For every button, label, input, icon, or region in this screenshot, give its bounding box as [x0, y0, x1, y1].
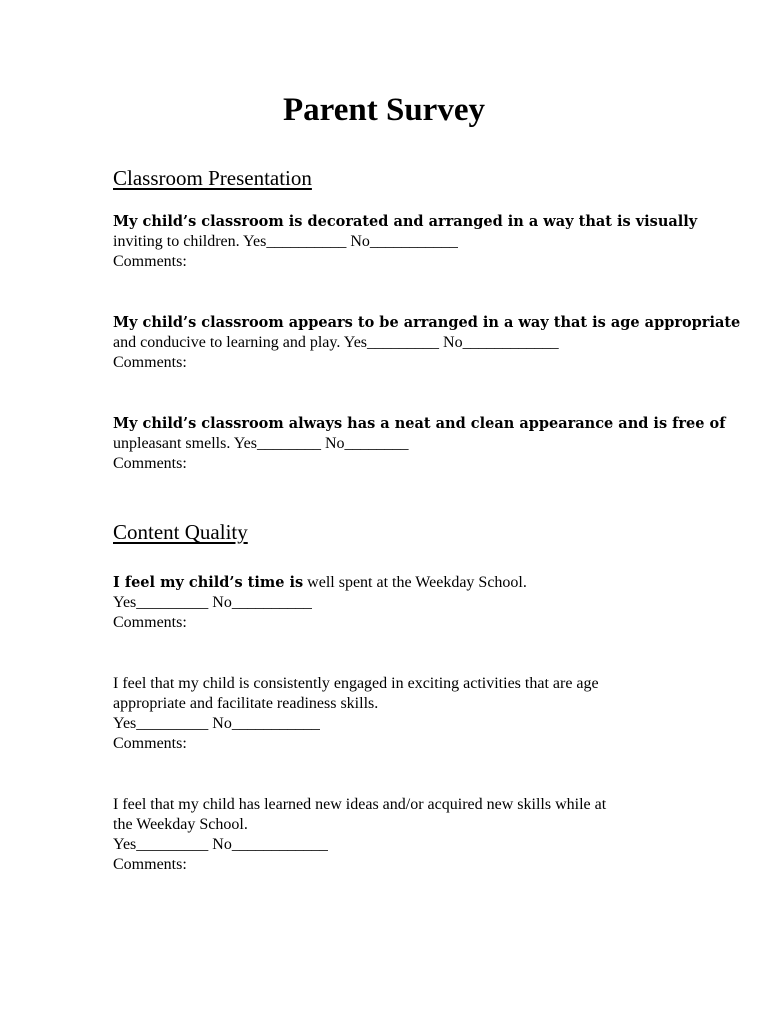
question-text: My child’s classroom is decorated and arranged in a way that is visually	[113, 213, 698, 230]
question-answer-line: inviting to children. Yes__________ No___________	[113, 233, 458, 250]
page-title: Parent Survey	[283, 92, 485, 128]
comments-label: Comments:	[113, 614, 187, 631]
question-engaged-activities	[113, 674, 693, 754]
question-new-skills	[113, 795, 693, 875]
question-classroom-clean	[113, 414, 726, 474]
question-answer-line: Yes_________ No____________	[113, 836, 328, 853]
question-text: I feel that my child has learned new ideas and/or acquired new skills while at	[113, 796, 607, 813]
comments-label: Comments:	[113, 455, 187, 472]
question-text-bold: I feel my child’s time is	[113, 574, 304, 591]
section-heading-content-quality: Content Quality	[113, 520, 248, 544]
question-text: My child’s classroom appears to be arranged in a way that is age appropriate	[113, 314, 741, 331]
comments-label: Comments:	[113, 856, 187, 873]
question-time-well-spent	[113, 573, 693, 633]
section-heading-classroom-presentation: Classroom Presentation	[113, 166, 312, 190]
question-answer-line: Yes_________ No___________	[113, 715, 320, 732]
question-answer-line: unpleasant smells. Yes________ No________	[113, 435, 409, 452]
comments-label: Comments:	[113, 253, 187, 270]
question-text	[113, 573, 693, 593]
question-answer-line: Yes_________ No__________	[113, 594, 312, 611]
question-classroom-age-appropriate	[113, 313, 741, 373]
comments-label: Comments:	[113, 354, 187, 371]
question-text-rest: well spent at the Weekday School.	[303, 574, 527, 591]
question-text: I feel that my child is consistently engaged in exciting activities that are age	[113, 675, 599, 692]
question-text-continued: appropriate and facilitate readiness skills.	[113, 695, 379, 712]
comments-label: Comments:	[113, 735, 187, 752]
question-text-continued: the Weekday School.	[113, 816, 248, 833]
question-classroom-visual	[113, 212, 698, 272]
question-text: My child’s classroom always has a neat and clean appearance and is free of	[113, 415, 726, 432]
question-answer-line: and conducive to learning and play. Yes_________ No____________	[113, 334, 559, 351]
